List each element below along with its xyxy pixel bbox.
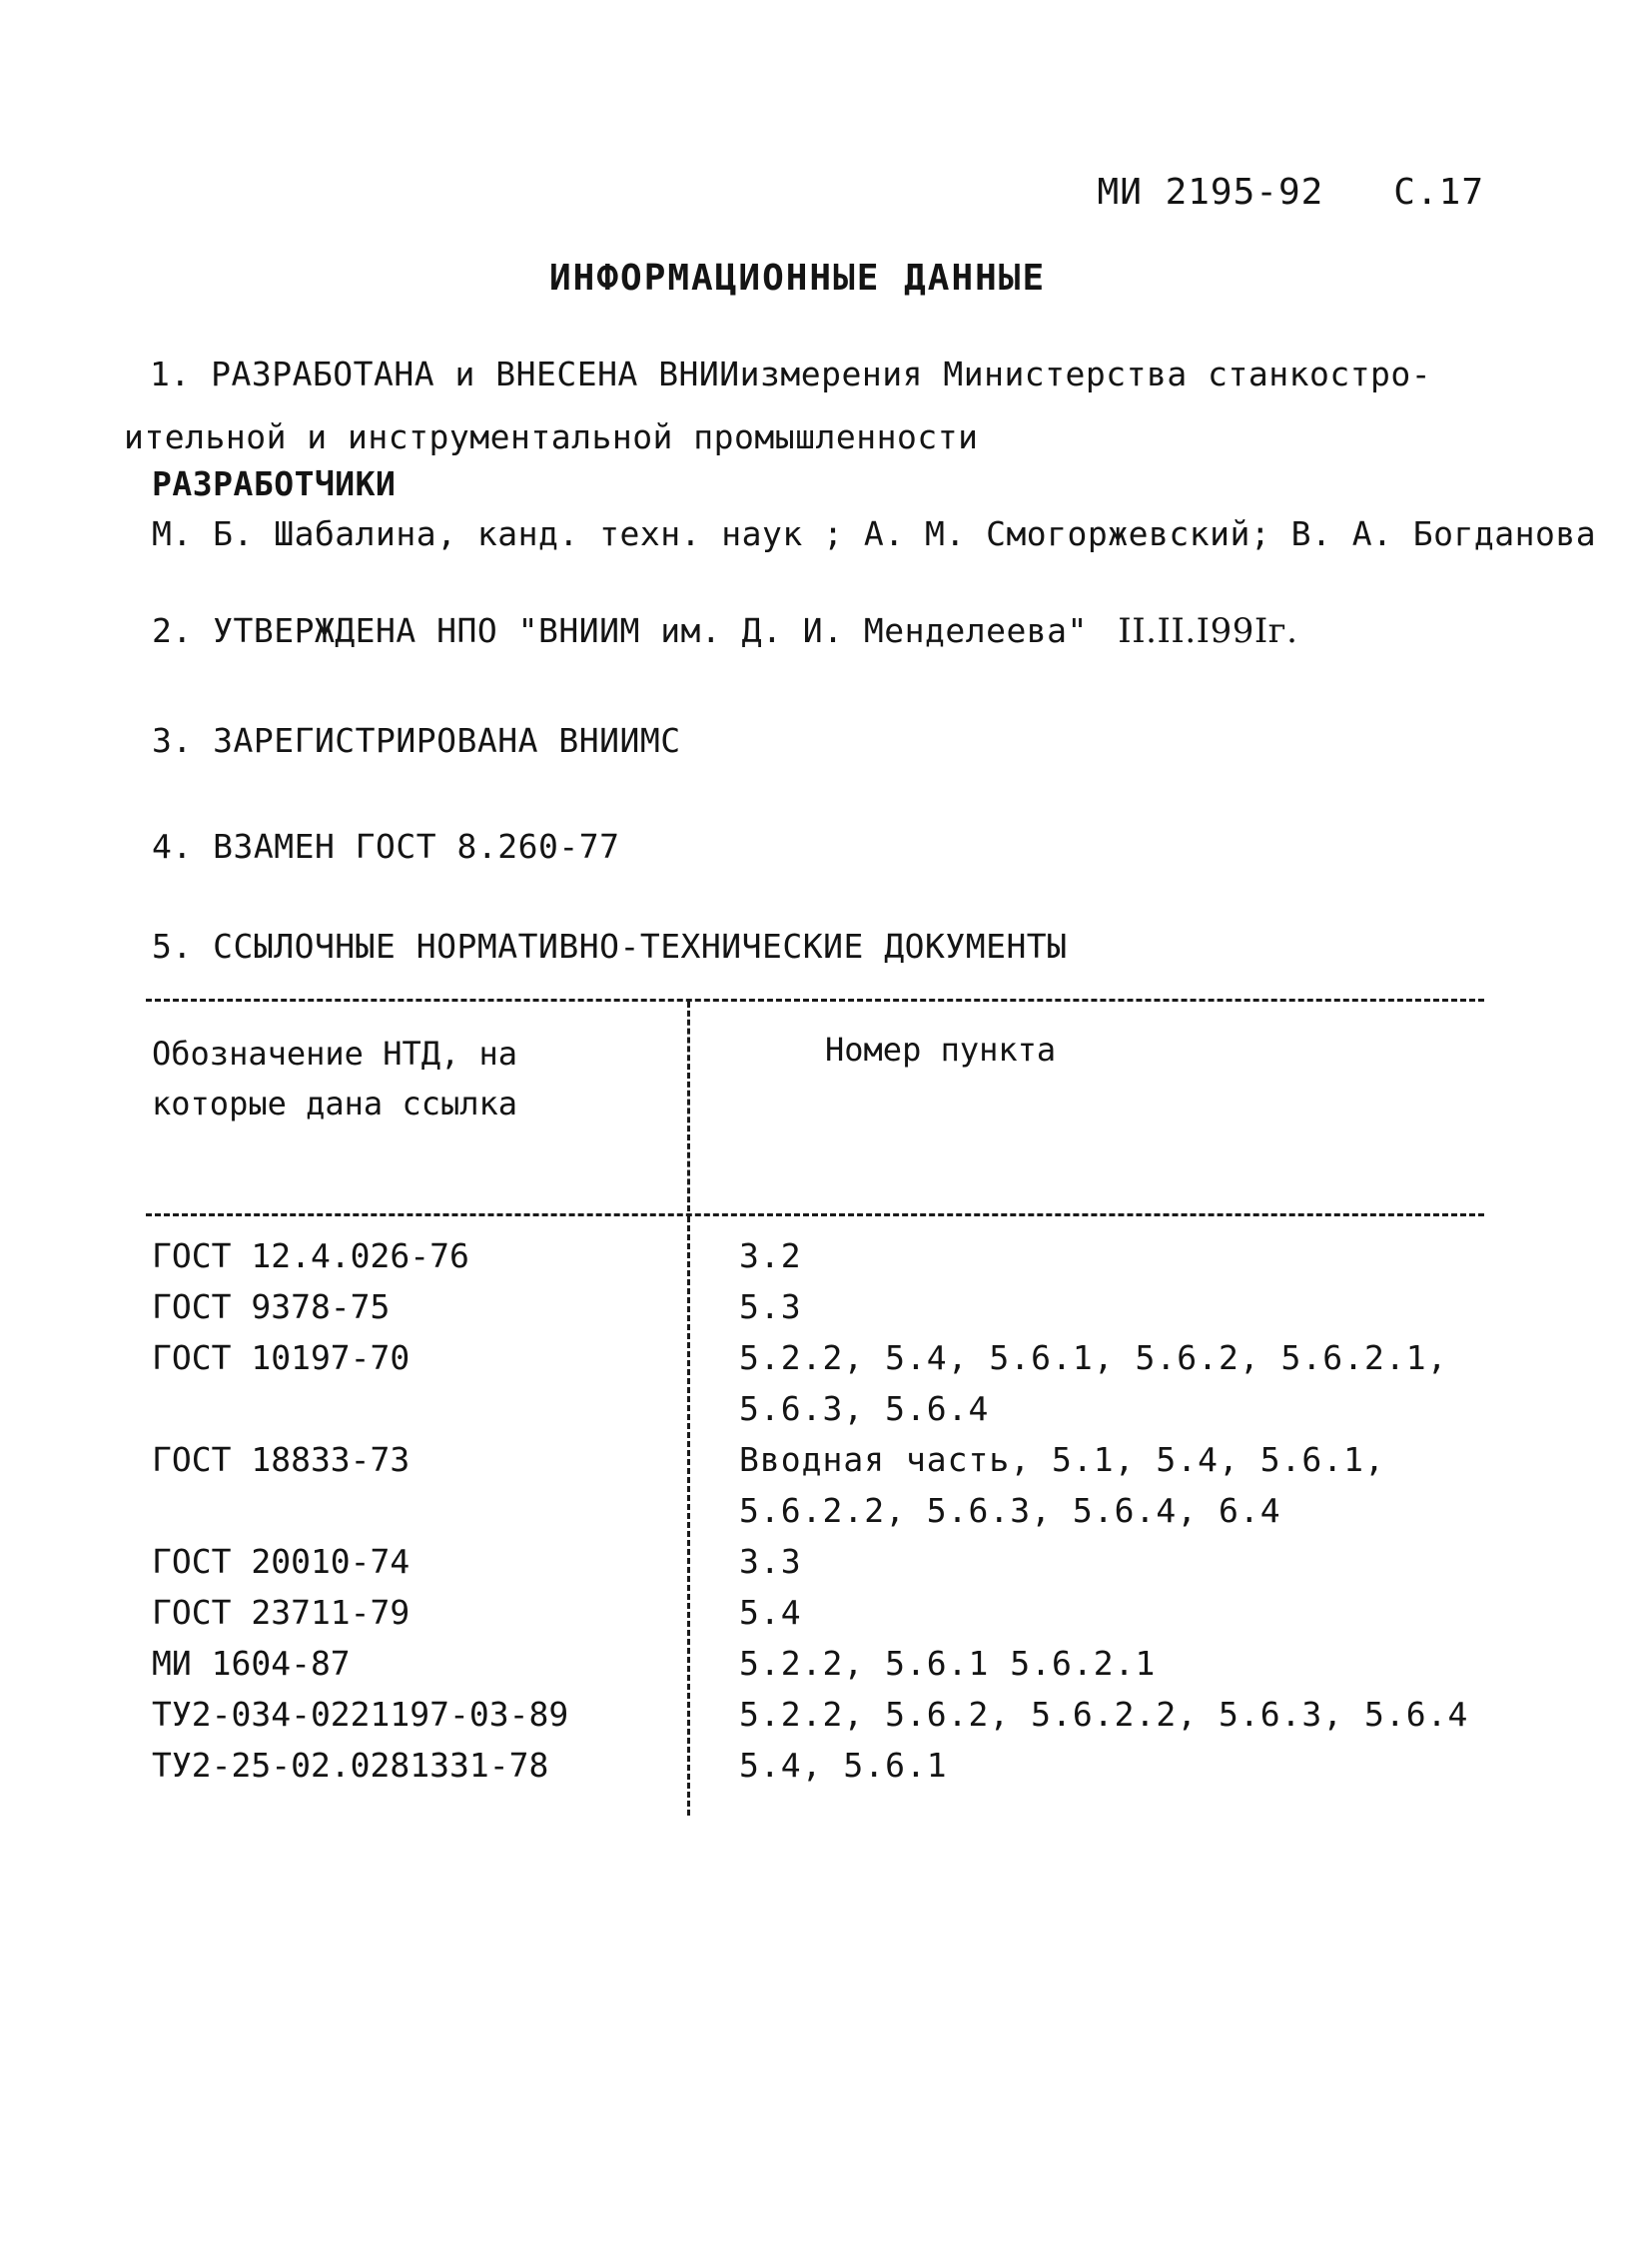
row-items: 3.3 <box>739 1542 802 1581</box>
page-number: С.17 <box>1393 172 1484 213</box>
row-doc: ТУ2-25-02.0281331-78 <box>152 1746 549 1785</box>
table-row <box>0 1279 1652 1330</box>
doc-code: МИ 2195-92 <box>1097 172 1324 213</box>
row-items: Вводная часть, 5.1, 5.4, 5.6.1, <box>739 1440 1385 1479</box>
row-items: 5.6.2.2, 5.6.3, 5.6.4, 6.4 <box>739 1491 1281 1530</box>
row-items: 5.2.2, 5.6.1 5.6.2.1 <box>739 1644 1157 1683</box>
table-row <box>0 1330 1652 1381</box>
table-col1-header: Обозначение НТД, на которые дана ссылка <box>152 1035 518 1122</box>
document-header <box>1098 172 1484 213</box>
row-items: 5.4 <box>739 1593 802 1632</box>
row-items: 3.2 <box>739 1236 802 1275</box>
row-doc: ГОСТ 18833-73 <box>152 1440 411 1479</box>
table-row <box>0 1534 1652 1585</box>
table-row <box>0 1738 1652 1789</box>
table-row <box>0 1636 1652 1687</box>
page-title: ИНФОРМАЦИОННЫЕ ДАННЫЕ <box>549 258 1047 299</box>
table-header-divider <box>687 1002 690 1211</box>
section-5: 5. ССЫЛОЧНЫЕ НОРМАТИВНО-ТЕХНИЧЕСКИЕ ДОКУМЕНТЫ <box>152 927 1068 966</box>
section-2-text: 2. УТВЕРЖДЕНА НПО "ВНИИМ им. Д. И. Менделеева" <box>152 611 1088 650</box>
section-2 <box>152 611 1297 651</box>
table-header-rule <box>146 1213 1484 1216</box>
row-items: 5.4, 5.6.1 <box>739 1746 948 1785</box>
table-top-rule <box>146 999 1484 1002</box>
section-4: 4. ВЗАМЕН ГОСТ 8.260-77 <box>152 827 620 866</box>
table-row <box>0 1228 1652 1279</box>
developers-label: РАЗРАБОТЧИКИ <box>152 464 397 503</box>
table-row <box>0 1687 1652 1738</box>
row-items: 5.2.2, 5.6.2, 5.6.2.2, 5.6.3, 5.6.4 <box>739 1695 1469 1734</box>
row-doc: ГОСТ 10197-70 <box>152 1338 411 1377</box>
row-doc: МИ 1604-87 <box>152 1644 351 1683</box>
row-doc: ГОСТ 12.4.026-76 <box>152 1236 469 1275</box>
row-doc: ГОСТ 9378-75 <box>152 1287 391 1326</box>
row-items: 5.2.2, 5.4, 5.6.1, 5.6.2, 5.6.2.1, <box>739 1338 1448 1377</box>
table-row <box>0 1483 1652 1534</box>
developers-list: М. Б. Шабалина, канд. техн. наук ; А. М. Смогоржевский; В. А. Богданова <box>152 514 1597 553</box>
section-1-line-1: 1. РАЗРАБОТАНА и ВНЕСЕНА ВНИИизмерения Министерства станкостро- <box>150 355 1432 393</box>
row-doc: ГОСТ 20010-74 <box>152 1542 411 1581</box>
row-items: 5.6.3, 5.6.4 <box>739 1389 990 1428</box>
approval-date: II.II.I99Iг. <box>1118 611 1298 651</box>
table-col2-header: Номер пункта <box>825 1031 1057 1069</box>
section-3: 3. ЗАРЕГИСТРИРОВАНА ВНИИМС <box>152 721 681 760</box>
table-row <box>0 1585 1652 1636</box>
table-row <box>0 1432 1652 1483</box>
row-doc: ТУ2-034-0221197-03-89 <box>152 1695 569 1734</box>
row-doc: ГОСТ 23711-79 <box>152 1593 411 1632</box>
table-body <box>0 1228 1652 1789</box>
table-row <box>0 1381 1652 1432</box>
section-1-line-2: ительной и инструментальной промышленности <box>124 417 979 456</box>
row-items: 5.3 <box>739 1287 802 1326</box>
